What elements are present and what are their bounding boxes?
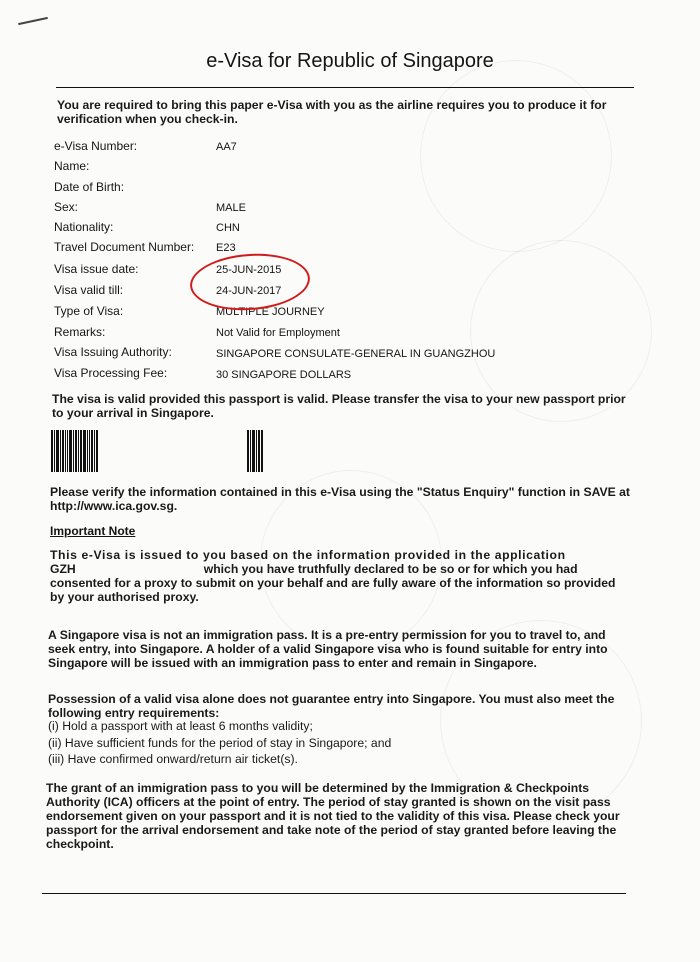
field-label-dob: Date of Birth:	[54, 180, 125, 194]
barcode-left	[51, 430, 99, 472]
field-label-nationality: Nationality:	[54, 220, 114, 234]
red-highlight-circle	[188, 250, 312, 314]
field-label-valid-till: Visa valid till:	[54, 283, 124, 297]
field-label-remarks: Remarks:	[54, 325, 106, 339]
field-value-sex: MALE	[216, 202, 246, 214]
field-label-name: Name:	[54, 159, 90, 173]
requirement-2: (ii) Have sufficient funds for the period of stay in Singapore; and	[48, 736, 392, 750]
field-value-remarks: Not Valid for Employment	[216, 327, 340, 339]
validity-note: The visa is valid provided this passport is valid. Please transfer the visa to your new passport prior to your arrival in Singapore.	[52, 392, 626, 420]
important-note-heading: Important Note	[50, 524, 136, 538]
title-divider	[56, 87, 634, 88]
pen-mark	[18, 17, 48, 25]
field-value-visa-type: MULTIPLE JOURNEY	[216, 306, 325, 318]
application-reference: GZH	[50, 562, 76, 576]
footer-divider	[42, 893, 626, 894]
page-title: e-Visa for Republic of Singapore	[206, 50, 494, 72]
note4: The grant of an immigration pass to you will be determined by the Immigration & Checkpoints Authority (ICA) officers at the point of entry. The period of stay granted is shown on the visit pass endorsement given on your passport and it is not tied to the validity of this visa. Please check your passport for the arrival endorsement and take note of the period of stay granted before leaving the checkpoint.	[46, 781, 620, 851]
field-label-visa-type: Type of Visa:	[54, 304, 124, 318]
verify-note: Please verify the information contained in this e-Visa using the "Status Enquiry" function in SAVE at http://www.ica.gov.sg.	[50, 485, 630, 513]
watermark-seal	[420, 60, 612, 252]
note1-body	[50, 562, 630, 604]
note1-line1: This e-Visa is issued to you based on the information provided in the application	[50, 548, 566, 562]
field-label-issuing-authority: Visa Issuing Authority:	[54, 345, 172, 359]
field-label-issue-date: Visa issue date:	[54, 262, 139, 276]
requirement-1: (i) Hold a passport with at least 6 months validity;	[48, 719, 313, 733]
field-label-travel-document: Travel Document Number:	[54, 240, 195, 254]
field-value-issuing-authority: SINGAPORE CONSULATE-GENERAL IN GUANGZHOU	[216, 348, 496, 360]
barcode-right	[247, 430, 264, 472]
note2: A Singapore visa is not an immigration pass. It is a pre-entry permission for you to travel to, and seek entry, into Singapore. A holder of a valid Singapore visa who is found suitable for entry into Singapore will be issued with an immigration pass to enter and remain in Singapore.	[48, 628, 608, 670]
field-label-evisa-number: e-Visa Number:	[54, 139, 138, 153]
note3: Possession of a valid visa alone does not guarantee entry into Singapore. You must also meet the following entry requirements:	[48, 692, 615, 720]
field-label-processing-fee: Visa Processing Fee:	[54, 366, 168, 380]
note1-rest: which you have truthfully declared to be so or for which you had consented for a proxy to submit on your behalf and are fully aware of the information so provided by your authorised proxy.	[50, 562, 616, 604]
field-value-nationality: CHN	[216, 222, 240, 234]
field-value-processing-fee: 30 SINGAPORE DOLLARS	[216, 369, 352, 381]
field-value-issue-date: 25-JUN-2015	[216, 264, 282, 276]
field-value-travel-document: E23	[216, 242, 236, 254]
field-value-valid-till: 24-JUN-2017	[216, 285, 282, 297]
requirement-3: (iii) Have confirmed onward/return air ticket(s).	[48, 752, 298, 766]
field-label-sex: Sex:	[54, 200, 79, 214]
field-value-evisa-number: AA7	[216, 141, 237, 153]
intro-text: You are required to bring this paper e-Visa with you as the airline requires you to produce it for verification when you check-in.	[57, 98, 607, 126]
